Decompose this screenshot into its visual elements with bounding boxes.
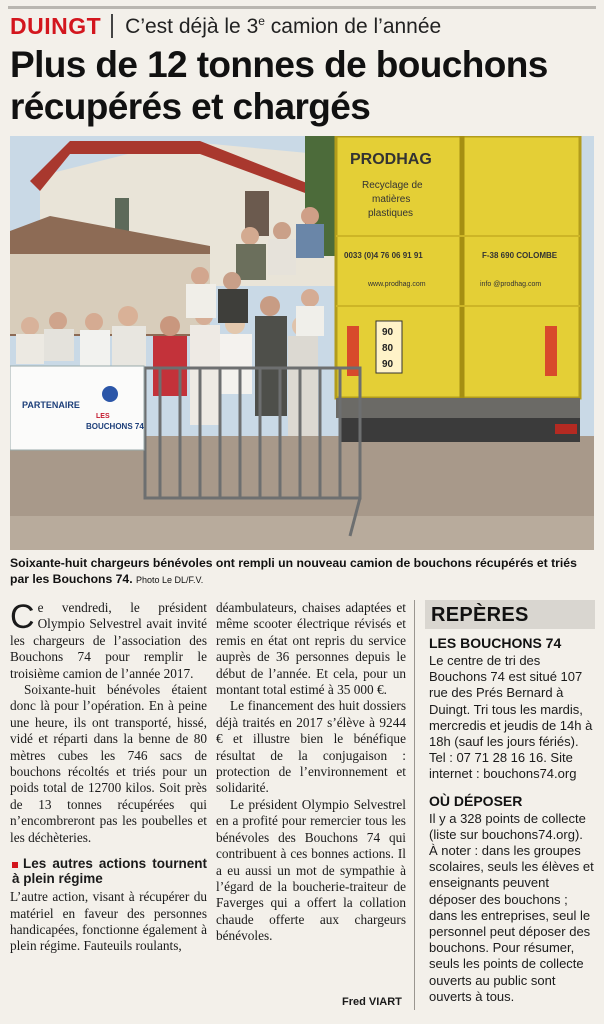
truck-tagline-1: Recyclage de bbox=[362, 180, 423, 191]
headline-line-1: Plus de 12 tonnes de bouchons bbox=[10, 44, 548, 85]
bullet-icon bbox=[12, 862, 18, 868]
article-photo bbox=[10, 136, 594, 550]
article-paragraph-4: déambulateurs, chaises adaptées et même scooter électrique révisés et remis en état ont repris du service auprès de 36 personnes depuis le début de l’année. Et cela, pour un montant total estimé à 35 000 €. bbox=[216, 600, 406, 698]
truck-tagline-2: matières bbox=[372, 194, 411, 205]
photo-illustration bbox=[10, 136, 594, 550]
banner-partner-label: PARTENAIRE bbox=[22, 400, 80, 410]
caption-text: Soixante-huit chargeurs bénévoles ont rempli un nouveau camion de bouchons récupérés et triés par les Bouchons 74. bbox=[10, 556, 577, 586]
speed-sign-1: 90 bbox=[382, 327, 394, 338]
article-paragraph-1-text: e vendredi, le président Olympio Selvestrel avait invité les chargeurs de l’association des Bouchons 74 pour remplir le troisième camion de l’année 2017. bbox=[10, 600, 207, 681]
truck-phone: 0033 (0)4 76 06 91 91 bbox=[344, 251, 423, 260]
kicker-row bbox=[10, 12, 441, 40]
photo-caption bbox=[10, 555, 590, 588]
sidebar-heading-deposer: OÙ DÉPOSER bbox=[429, 792, 523, 809]
truck-tagline-3: plastiques bbox=[368, 208, 414, 219]
sidebar-title: REPÈRES bbox=[425, 600, 595, 629]
truck-brand: PRODHAG bbox=[350, 151, 432, 168]
article-paragraph-1 bbox=[10, 600, 207, 682]
headline-line-2: récupérés et chargés bbox=[10, 86, 371, 127]
truck-city: F-38 690 COLOMBE bbox=[482, 251, 558, 260]
location-label: DUINGT bbox=[10, 12, 102, 39]
kicker-text-before: C’est déjà le 3 bbox=[125, 14, 259, 38]
article-paragraph-6: Le président Olympio Selvestrel en a profité pour remercier tous les bénévoles des Bouchons 74 qui contribuent à ces bonnes actions. Il a eu aussi un mot de sympathie à l’égard de la boucherie-traiteur de Faverges qui a offert la collation chaude offerte aux chargeurs bénévoles. bbox=[216, 796, 406, 944]
kicker-text-after: camion de l’année bbox=[264, 14, 442, 38]
article-column-2 bbox=[216, 600, 406, 945]
sidebar-heading-bouchons: LES BOUCHONS 74 bbox=[429, 635, 562, 651]
drop-cap: C bbox=[10, 598, 35, 636]
speed-sign-3: 90 bbox=[382, 359, 394, 370]
article-paragraph-3: L’autre action, visant à récupérer du matériel en faveur des personnes handicapées, fonctionne également à plein régime. Fauteuils roulants, bbox=[10, 889, 207, 954]
sidebar-text-bouchons: Le centre de tri des Bouchons 74 est situé 107 rue des Prés Bernard à Duingt. Tri tous les mardis, mercredis et jeudis de 14h à 18h (sauf les jours fériés). Tel : 07 71 28 16 16. Site internet : bouchons74.org bbox=[429, 653, 593, 782]
kicker-separator bbox=[111, 14, 113, 38]
photo-credit: Photo Le DL/F.V. bbox=[135, 575, 204, 585]
article-paragraph-2: Soixante-huit bénévoles étaient donc là pour l’opération. En à peine une heure, ils ont transporté, hissé, vidé et réparti dans la benne de 80 mètres cubes les 746 sacs de bouchons récoltés et triés pour un poids total de 12700 kilos. Soit près de 13 tonnes récupérées qui n’encombreront pas les poubelles et les déchèteries. bbox=[10, 682, 207, 845]
headline bbox=[10, 44, 596, 128]
article-column-1 bbox=[10, 600, 207, 955]
kicker-superscript: e bbox=[258, 13, 265, 28]
kicker bbox=[125, 14, 441, 39]
top-rule bbox=[8, 6, 596, 9]
article-author: Fred VIART bbox=[342, 996, 402, 1008]
reperes-sidebar bbox=[414, 600, 598, 1010]
truck-email: info @prodhag.com bbox=[480, 281, 542, 288]
banner-logo-line-2: BOUCHONS 74 bbox=[86, 422, 144, 431]
article-paragraph-5: Le financement des huit dossiers déjà traités en 2017 s’élève à 9244 € et illustre bien le bénéfique résultat de la conjugaison : protection de l’environnement et solidarité. bbox=[216, 698, 406, 796]
truck-website: www.prodhag.com bbox=[368, 281, 426, 288]
banner-logo-line-1: LES bbox=[96, 413, 110, 420]
sidebar-text-deposer: Il y a 328 points de collecte (liste sur bouchons74.org). À noter : dans les groupes scolaires, seuls les élèves et enseignants peuvent déposer des bouchons ; dans les entreprises, seul le personnel peut déposer des bouchons. Pour résumer, seuls les points de collecte ouverts au public sont ouverts à tous. bbox=[429, 810, 594, 1004]
article-subhead-text: Les autres actions tournent à plein régime bbox=[12, 856, 207, 887]
speed-sign-2: 80 bbox=[382, 343, 394, 354]
article-subhead bbox=[10, 856, 207, 886]
